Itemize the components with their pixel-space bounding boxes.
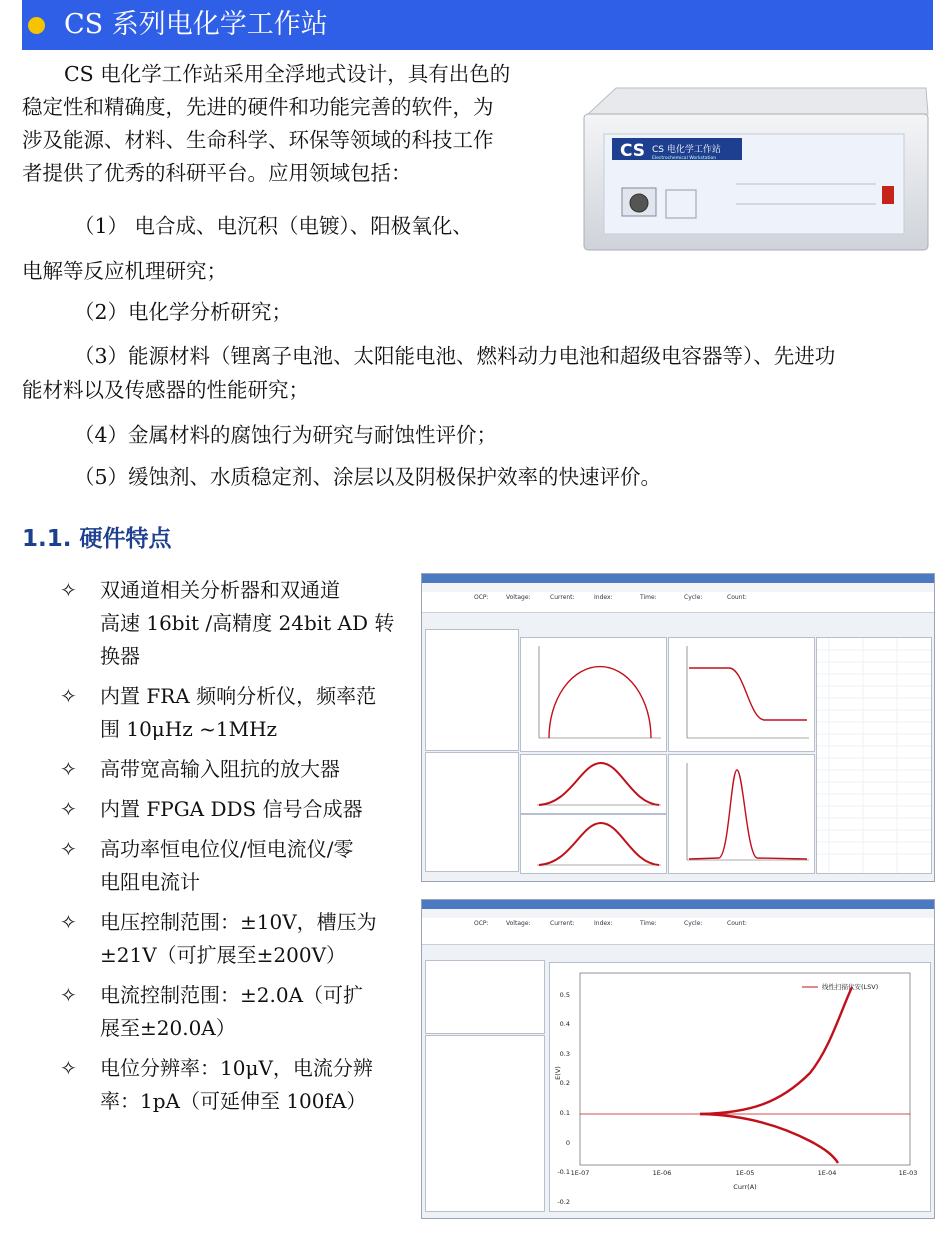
diamond-star-icon: ✧	[60, 1056, 77, 1080]
svg-text:1E-07: 1E-07	[570, 1169, 590, 1177]
intro-line: 者提供了优秀的科研平台。应用领域包括：	[22, 161, 412, 185]
sine-plot-1	[520, 754, 667, 814]
svg-text:0.4: 0.4	[559, 1020, 570, 1028]
window-title-bar	[422, 574, 934, 583]
svg-text:Electrochemical Workstation: Electrochemical Workstation	[652, 156, 717, 161]
svg-text:0: 0	[565, 1139, 570, 1147]
feature-item: ✧ 高功率恒电位仪/恒电流仪/零 电阻电流计	[60, 833, 415, 899]
lsv-plot	[549, 962, 931, 1212]
svg-text:1E-06: 1E-06	[652, 1169, 672, 1177]
parameter-panel	[425, 752, 519, 872]
bullet-dot-icon	[28, 17, 45, 34]
svg-text:CS 电化学工作站: CS 电化学工作站	[652, 145, 721, 155]
svg-text:0.1: 0.1	[559, 1109, 570, 1117]
intro-line: 涉及能源、材料、生命科学、环保等领域的科技工作	[22, 128, 494, 152]
svg-text:Curr(A): Curr(A)	[733, 1183, 757, 1191]
method-list-panel	[425, 629, 519, 751]
feature-item: ✧ 内置 FRA 频响分析仪，频率范 围 10μHz ~1MHz	[60, 680, 415, 746]
feature-item: ✧ 电压控制范围：±10V，槽压为 ±21V（可扩展至±200V）	[60, 906, 415, 972]
svg-text:CS: CS	[620, 141, 646, 161]
software-screenshot-lsv	[421, 899, 935, 1219]
application-item: 电解等反应机理研究；	[22, 259, 227, 283]
application-item: （5）缓蚀剂、水质稳定剂、涂层以及阴极保护效率的快速评价。	[74, 465, 662, 489]
menu-bar	[422, 583, 934, 592]
application-item: （3）能源材料（锂离子电池、太阳能电池、燃料动力电池和超级电容器等）、先进功	[74, 344, 836, 368]
feature-item: ✧ 电流控制范围：±2.0A（可扩 展至±20.0A）	[60, 979, 415, 1045]
feature-item: ✧ 双通道相关分析器和双通道 高速 16bit /高精度 24bit AD 转 换器	[60, 574, 415, 673]
intro-line: CS 电化学工作站采用全浮地式设计，具有出色的	[64, 62, 511, 86]
application-item: （2）电化学分析研究；	[74, 300, 293, 324]
status-bar: OCP: Voltage: Current: Index: Time: Cycle: Count:	[422, 918, 934, 945]
svg-text:E(V): E(V)	[554, 1066, 562, 1080]
section-title: 1.1. 硬件特点	[22, 526, 172, 552]
svg-text:0.3: 0.3	[559, 1050, 570, 1058]
diamond-star-icon: ✧	[60, 797, 77, 821]
svg-text:1E-04: 1E-04	[817, 1169, 837, 1177]
intro-line: 稳定性和精确度，先进的硬件和功能完善的软件，为	[22, 95, 494, 119]
method-list-panel	[425, 960, 545, 1034]
nyquist-plot	[520, 637, 667, 752]
data-table	[816, 637, 932, 874]
diamond-star-icon: ✧	[60, 910, 77, 934]
menu-bar	[422, 909, 934, 918]
application-item: 能材料以及传感器的性能研究；	[22, 378, 309, 402]
feature-list	[60, 574, 415, 1125]
feature-item: ✧ 电位分辨率：10μV，电流分辨 率：1pA（可延伸至 100fA）	[60, 1052, 415, 1118]
feature-item: ✧ 内置 FPGA DDS 信号合成器	[60, 793, 415, 826]
diamond-star-icon: ✧	[60, 757, 77, 781]
feature-item: ✧ 高带宽高输入阻抗的放大器	[60, 753, 415, 786]
diamond-star-icon: ✧	[60, 684, 77, 708]
header-bar	[22, 0, 933, 50]
svg-text:-0.2: -0.2	[557, 1198, 570, 1206]
bode-phase-plot	[668, 754, 815, 874]
svg-text:0.5: 0.5	[559, 991, 570, 999]
bode-magnitude-plot	[668, 637, 815, 752]
diamond-star-icon: ✧	[60, 983, 77, 1007]
device-photo	[576, 86, 933, 254]
diamond-star-icon: ✧	[60, 837, 77, 861]
svg-text:0.2: 0.2	[559, 1079, 570, 1087]
status-bar: OCP: Voltage: Current: Index: Time: Cycle: Count:	[422, 592, 934, 613]
svg-text:线性扫描伏安(LSV): 线性扫描伏安(LSV)	[822, 983, 879, 991]
software-screenshot-eis	[421, 573, 935, 882]
diamond-star-icon: ✧	[60, 578, 77, 602]
application-item: （4）金属材料的腐蚀行为研究与耐蚀性评价；	[74, 423, 498, 447]
sine-plot-2	[520, 814, 667, 874]
svg-text:-0.1: -0.1	[557, 1168, 570, 1176]
parameter-panel	[425, 1035, 545, 1212]
svg-text:1E-03: 1E-03	[898, 1169, 918, 1177]
window-title-bar	[422, 900, 934, 909]
page-title: CS 系列电化学工作站	[64, 9, 328, 40]
svg-text:1E-05: 1E-05	[735, 1169, 755, 1177]
application-item: （1） 电合成、电沉积（电镀）、阳极氧化、	[74, 214, 473, 238]
